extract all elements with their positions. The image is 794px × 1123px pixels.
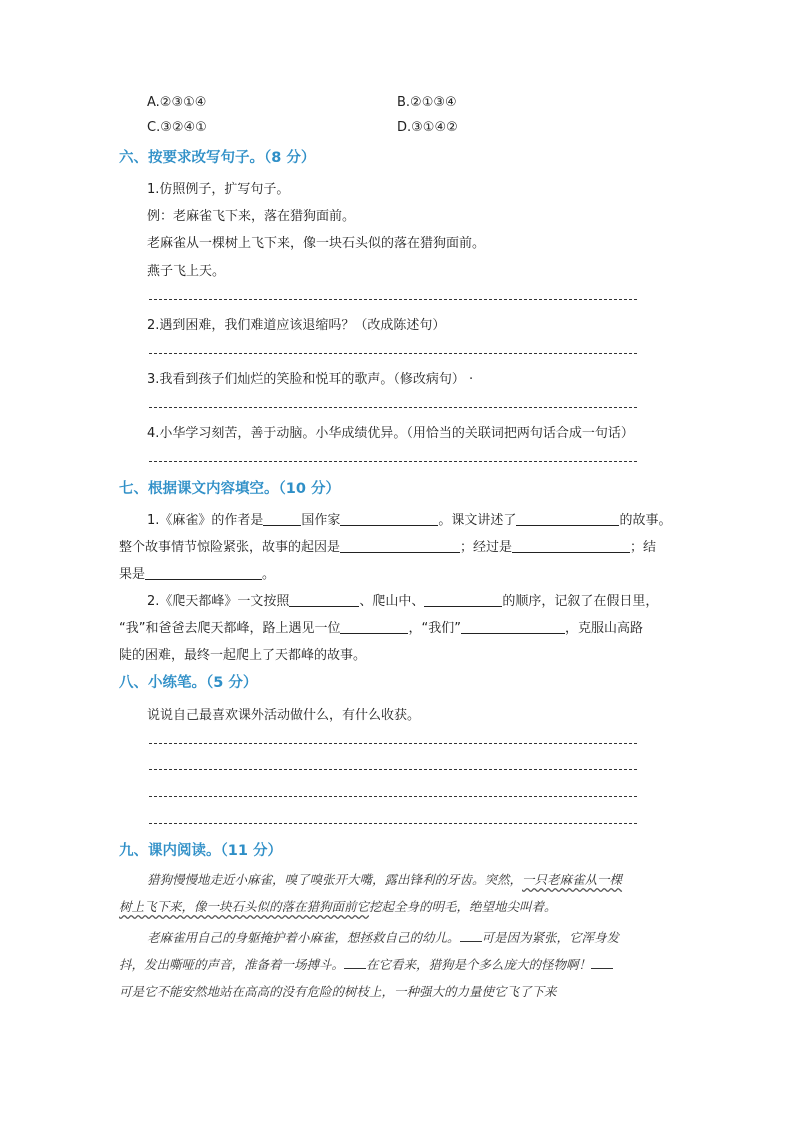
q2-prompt: 2.遇到困难，我们难道应该退缩吗？（改成陈述句） <box>147 318 446 333</box>
section-8-title: 八、小练笔。（5 分） <box>119 675 258 691</box>
q1-sentence: 燕子飞上天。 <box>147 264 226 279</box>
reading-blank[interactable] <box>344 956 366 969</box>
option-b: B.②①③④ <box>397 95 457 110</box>
reading-line-4: 抖，发出嘶哑的声音，准备着一场搏斗。 在它看来，猎狗是个多么庞大的怪物啊！ <box>119 955 613 973</box>
fill-line-2: 整个故事情节惊险紧张，故事的起因是 ；经过是 ；结 <box>119 540 657 555</box>
fill-line-1: 1.《麻雀》的作者是 国作家 。课文讲述了 的故事。 <box>147 513 672 528</box>
fill-line-4: 2.《爬天都峰》一文按照 、爬山中、 的顺序，记叙了在假日里， <box>147 594 659 609</box>
answer-line[interactable] <box>149 299 637 300</box>
fill-blank[interactable] <box>424 592 502 607</box>
option-d: D.③①④② <box>397 120 458 135</box>
section-7-title: 七、根据课文内容填空。（10 分） <box>119 481 340 497</box>
q1-prompt: 1.仿照例子，扩写句子。 <box>147 182 290 197</box>
writing-line[interactable] <box>149 796 637 797</box>
writing-line[interactable] <box>149 823 637 824</box>
reading-blank[interactable] <box>460 929 482 942</box>
reading-line-1: 猎狗慢慢地走近小麻雀，嗅了嗅张开大嘴，露出锋利的牙齿。突然，一只老麻雀从一棵 <box>147 872 623 887</box>
answer-line[interactable] <box>149 407 637 408</box>
fill-line-3: 果是 。 <box>119 567 276 582</box>
answer-line[interactable] <box>149 353 637 354</box>
fill-blank[interactable] <box>516 511 619 526</box>
q1-example: 例：老麻雀飞下来，落在猎狗面前。 <box>147 209 356 224</box>
section-6-title: 六、按要求改写句子。（8 分） <box>119 150 316 166</box>
reading-line-5: 可是它不能安然地站在高高的没有危险的树枝上，一种强大的力量使它飞了下来 <box>119 984 557 999</box>
writing-line[interactable] <box>149 769 637 770</box>
section-9-title: 九、课内阅读。（11 分） <box>119 843 282 859</box>
fill-line-6: 陡的困难，最终一起爬上了天都峰的故事。 <box>119 648 367 663</box>
writing-line[interactable] <box>149 743 637 744</box>
fill-blank[interactable] <box>340 538 460 553</box>
fill-blank[interactable] <box>145 565 262 580</box>
fill-blank[interactable] <box>461 619 565 634</box>
fill-blank[interactable] <box>263 511 301 526</box>
fill-line-5: “我”和爸爸去爬天都峰，路上遇见一位 ，“我们” ，克服山高路 <box>119 621 643 636</box>
fill-blank[interactable] <box>512 538 630 553</box>
option-c: C.③②④① <box>147 120 207 135</box>
q1-example-expanded: 老麻雀从一棵树上飞下来，像一块石头似的落在猎狗面前。 <box>147 236 486 251</box>
reading-line-3: 老麻雀用自己的身躯掩护着小麻雀，想拯救自己的幼儿。 可是因为紧张，它浑身发 <box>147 930 620 945</box>
q4-prompt: 4.小华学习刻苦，善于动脑。小华成绩优异。（用恰当的关联词把两句话合成一句话） <box>147 426 634 441</box>
wavy-underlined-text: 一只老麻雀从一棵 <box>522 872 623 887</box>
writing-prompt: 说说自己最喜欢课外活动做什么，有什么收获。 <box>147 708 421 723</box>
reading-line-2: 树上飞下来，像一块石头似的落在猎狗面前它挖起全身的明毛，绝望地尖叫着。 <box>119 899 557 914</box>
fill-blank[interactable] <box>340 511 438 526</box>
reading-blank[interactable] <box>591 956 613 969</box>
option-a: A.②③①④ <box>147 95 207 110</box>
fill-blank[interactable] <box>289 592 359 607</box>
answer-line[interactable] <box>149 461 637 462</box>
q3-prompt: 3.我看到孩子们灿烂的笑脸和悦耳的歌声。（修改病句） · <box>147 372 474 387</box>
fill-blank[interactable] <box>340 619 408 634</box>
wavy-underlined-text: 树上飞下来，像一块石头似的落在猎狗面前它 <box>119 899 370 914</box>
